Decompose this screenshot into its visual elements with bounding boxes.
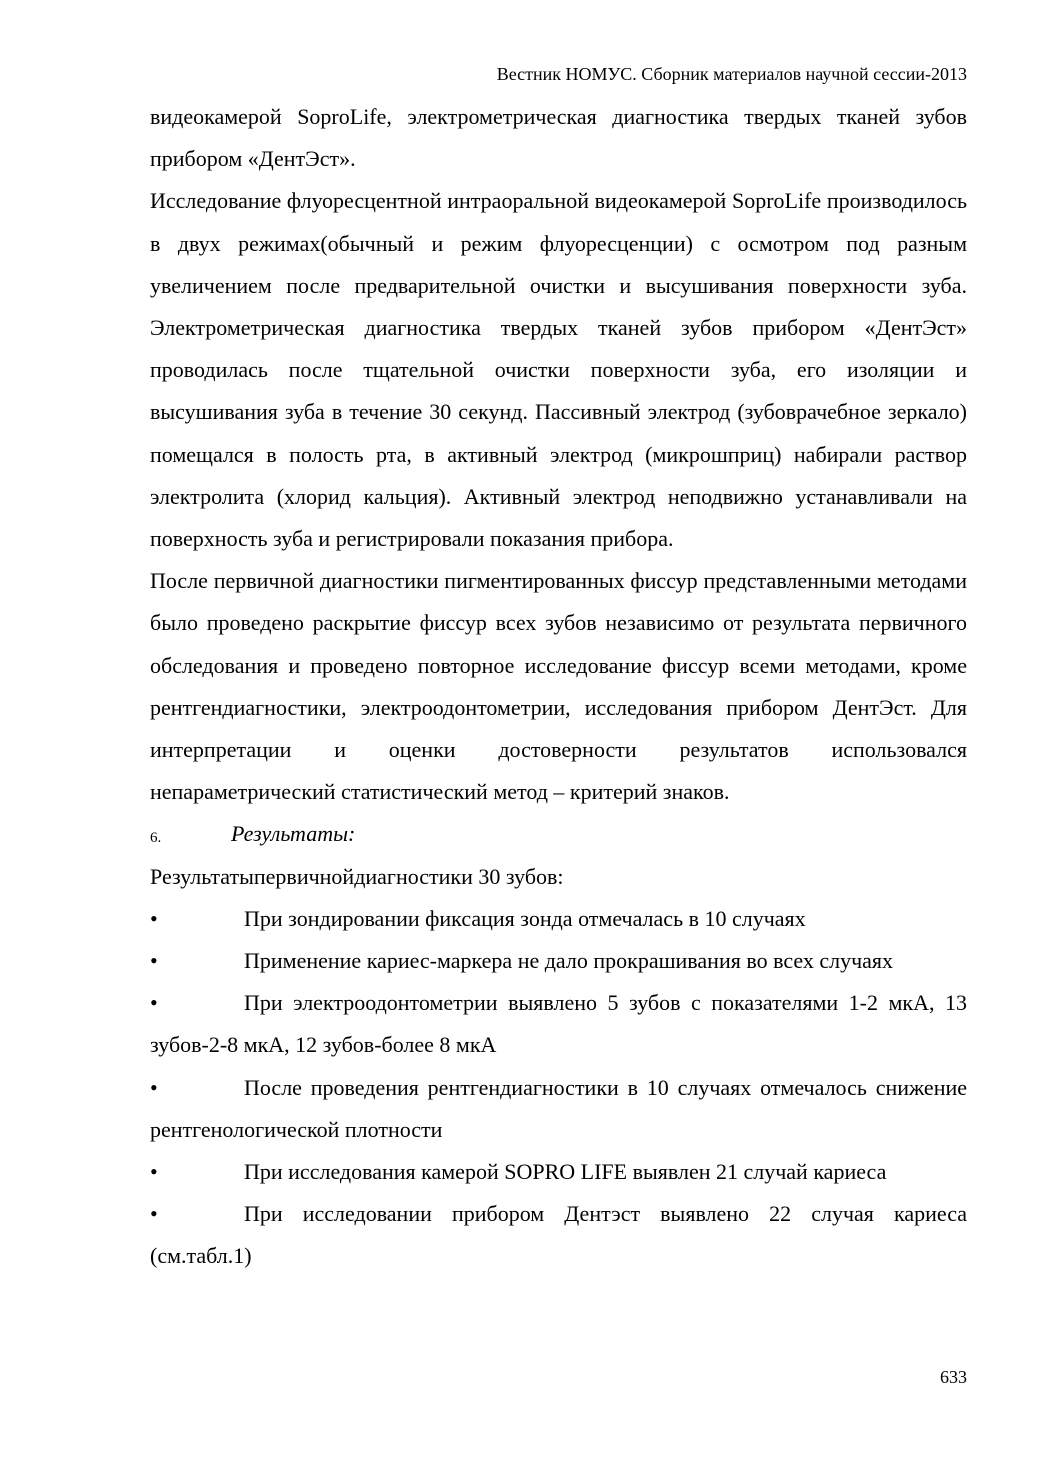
list-item	[150, 1193, 967, 1277]
list-item	[150, 940, 967, 982]
list-item-text: Применение кариес-маркера не дало прокрашивания во всех случаях	[244, 948, 894, 974]
list-item	[150, 1151, 967, 1193]
paragraph-methods-procedure: Исследование флуоресцентной интраоральной видеокамерой SoproLife производилось в двух режимах(обычный и режим флуоресценции) с осмотром под разным увеличением после предварительной очистки и высушивания поверхности зуба. Электрометрическая диагностика твердых тканей зубов прибором «ДентЭст» проводилась после тщательной очистки поверхности зуба, его изоляции и высушивания зуба в течение 30 секунд. Пассивный электрод (зубоврачебное зеркало) помещался в полость рта, в активный электрод (микрошприц) набирали раствор электролита (хлорид кальция). Активный электрод неподвижно устанавливали на поверхность зуба и регистрировали показания прибора.	[150, 188, 967, 552]
running-header: Вестник НОМУС. Сборник материалов научной сессии-2013	[496, 64, 967, 84]
list-item-text: После проведения рентгендиагностики в 10 случаях отмечалось снижение рентгенологической плотности	[150, 1074, 967, 1142]
body-text	[150, 96, 967, 1278]
results-intro: Результатыпервичнойдиагностики 30 зубов:	[150, 863, 564, 889]
list-item-text: При исследования камерой SOPRO LIFE выявлен 21 случай кариеса	[244, 1159, 887, 1185]
bullet-icon: •	[150, 1159, 158, 1185]
list-item	[150, 982, 967, 1066]
bullet-icon: •	[150, 948, 158, 974]
list-item	[150, 1067, 967, 1151]
paragraph-methods-intro: видеокамерой SoproLife, электрометрическая диагностика твердых тканей зубов прибором «ДентЭст».	[150, 104, 967, 172]
list-item-text: При исследовании прибором Дентэст выявлено 22 случая кариеса (см.табл.1)	[150, 1201, 967, 1269]
bullet-icon: •	[150, 1201, 158, 1227]
bullet-icon: •	[150, 1074, 158, 1100]
list-item-text: При электроодонтометрии выявлено 5 зубов с показателями 1-2 мкА, 13 зубов-2-8 мкА, 12 зубов-более 8 мкА	[150, 990, 967, 1058]
paragraph-methods-analysis: После первичной диагностики пигментированных фиссур представленными методами было проведено раскрытие фиссур всех зубов независимо от результата первичного обследования и проведено повторное исследование фиссур всеми методами, кроме рентгендиагностики, электроодонтометрии, исследования прибором ДентЭст. Для интерпретации и оценки достоверности результатов использовался непараметрический статистический метод – критерий знаков.	[150, 568, 967, 805]
section-number: 6.	[150, 830, 162, 847]
bullet-icon: •	[150, 905, 158, 931]
section-title: Результаты:	[231, 821, 356, 847]
section-heading-results	[150, 813, 967, 855]
list-item-text: При зондировании фиксация зонда отмечалась в 10 случаях	[244, 905, 806, 931]
page-number: 633	[940, 1367, 967, 1387]
bullet-icon: •	[150, 990, 158, 1016]
list-item	[150, 898, 967, 940]
